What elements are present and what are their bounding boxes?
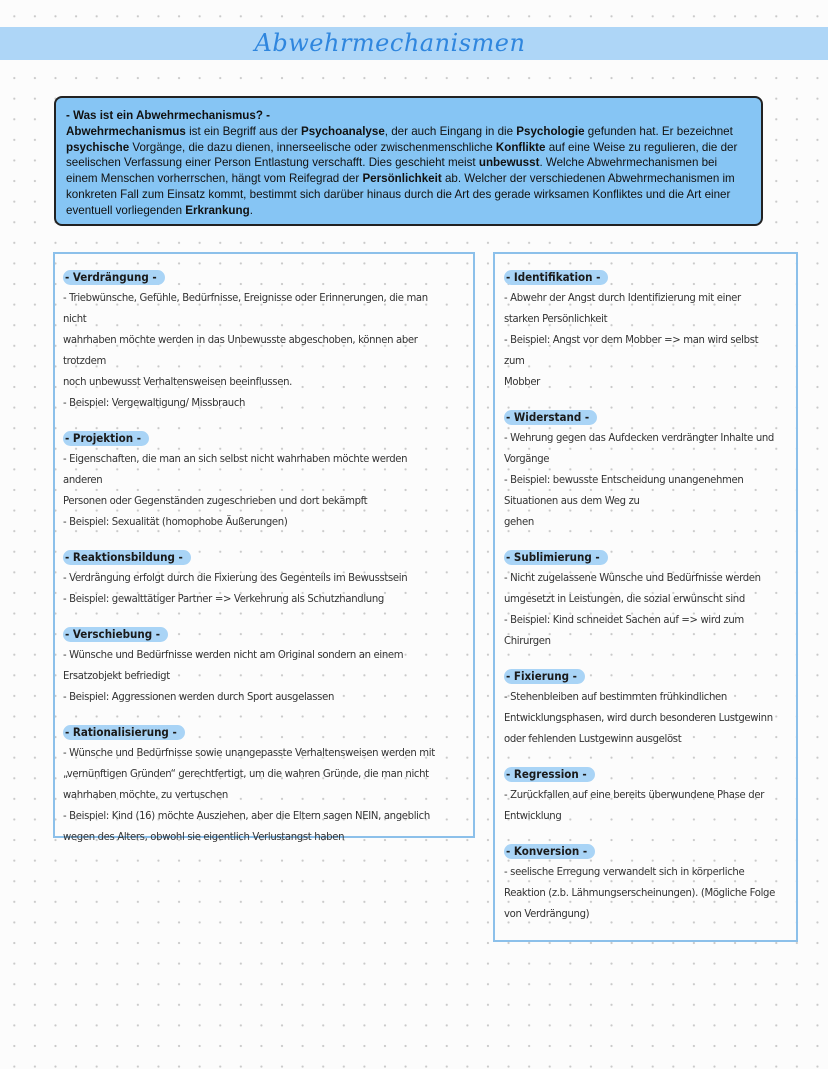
intro-text: ab. Welcher der verschiedenen Abwehrmechanismen im konkreten Fall zum Einsatz kommt, bestimmt sich darüber hinaus durch die Art des gerade wirksamen Konfliktes und die Art einer eventuell vorliegenden <box>66 172 735 217</box>
section-line: Chirurgen <box>504 635 551 647</box>
section-line: gehen <box>504 516 534 528</box>
section-line: noch unbewusst Verhaltensweisen beeinflussen. <box>63 376 293 388</box>
intro-text: , der auch Eingang in die <box>384 124 517 138</box>
section-line: Vorgänge <box>504 453 550 465</box>
section-line: - Wünsche und Bedürfnisse werden nicht am Original sondern an einem <box>63 649 404 661</box>
intro-keyword: Persönlichkeit <box>362 172 442 186</box>
section-heading: - Sublimierung - <box>504 550 608 565</box>
section <box>504 842 790 925</box>
section <box>504 408 790 533</box>
section <box>63 548 465 610</box>
section-line: Personen oder Gegenständen zugeschrieben und dort bekämpft <box>63 495 368 507</box>
intro-text: . Welche Abwehrmechanismen bei einem Menschen vorherrschen, hängt vom Reifegrad der <box>66 156 718 186</box>
section-line: - Beispiel: Angst vor dem Mobber => man wird selbst zum <box>504 334 759 367</box>
section-heading: - Reaktionsbildung - <box>63 550 191 565</box>
section-heading: - Fixierung - <box>504 669 585 684</box>
section-line: Mobber <box>504 376 540 388</box>
section-line: - Beispiel: Kind schneidet Sachen auf => wird zum <box>504 614 744 626</box>
section-line: wahrhaben möchte, zu vertuschen <box>63 789 228 801</box>
section-line: Ersatzobjekt befriedigt <box>63 670 170 682</box>
section-line: - Beispiel: bewusste Entscheidung unangenehmen <box>504 474 744 486</box>
section <box>63 429 465 533</box>
intro-keyword: Abwehrmechanismus <box>66 124 186 138</box>
section <box>504 548 790 652</box>
section-line: - Stehenbleiben auf bestimmten frühkindlichen <box>504 691 727 703</box>
section-heading: - Verschiebung - <box>63 627 168 642</box>
section-line: - Beispiel: Aggressionen werden durch Sport ausgelassen <box>63 691 335 703</box>
intro-keyword: Psychologie <box>516 124 585 138</box>
section-line: - Nicht zugelassene Wünsche und Bedürfnisse werden <box>504 572 761 584</box>
intro-text: gefunden hat. Er bezeichnet <box>584 124 733 138</box>
section <box>504 765 790 827</box>
section-line: - Zurückfallen auf eine bereits überwundene Phase der <box>504 789 765 801</box>
section-line: wegen des Alters, obwohl sie eigentlich Verlustangst haben <box>63 831 345 843</box>
section <box>504 667 790 750</box>
section-line: „vernünftigen Gründen“ gerechtfertigt, um die wahren Gründe, die man nicht <box>63 768 429 780</box>
section <box>63 625 465 708</box>
section-line: - Verdrängung erfolgt durch die Fixierung des Gegenteils im Bewusstsein <box>63 572 408 584</box>
intro-keyword: Erkrankung <box>185 203 250 217</box>
intro-heading: - Was ist ein Abwehrmechanismus? - <box>66 109 271 122</box>
section-heading: - Regression - <box>504 767 595 782</box>
section-heading: - Projektion - <box>63 431 149 446</box>
section-heading: - Identifikation - <box>504 270 608 285</box>
section-line: - Eigenschaften, die man an sich selbst nicht wahrhaben möchte werden anderen <box>63 453 408 486</box>
section-line: - Beispiel: Sexualität (homophobe Äußerungen) <box>63 516 288 528</box>
section-line: Situationen aus dem Weg zu <box>504 495 640 507</box>
intro-text: Vorgänge, die dazu dienen, innerseelische oder zwischenmenschliche <box>129 140 496 154</box>
intro-text: auf eine Weise zu regulieren, die der seelischen Verfassung einer Person Entlastung verschafft. Dies geschieht meist <box>66 140 738 170</box>
section-line: - Abwehr der Angst durch Identifizierung mit einer <box>504 292 741 304</box>
section-line: oder fehlenden Lustgewinn ausgelöst <box>504 733 682 745</box>
section-line: wahrhaben möchte werden in das Unbewusste abgeschoben, können aber trotzdem <box>63 334 418 367</box>
section <box>63 268 465 414</box>
section-line: - Beispiel: gewalttätiger Partner => Verkehrung als Schutzhandlung <box>63 593 384 605</box>
intro-text: ist ein Begriff aus der <box>185 124 301 138</box>
section-line: Entwicklung <box>504 810 562 822</box>
intro-keyword: Konflikte <box>495 140 546 154</box>
section-heading: - Verdrängung - <box>63 270 165 285</box>
section <box>504 268 790 393</box>
section-line: von Verdrängung) <box>504 908 590 920</box>
section-line: starken Persönlichkeit <box>504 313 608 325</box>
section-line: - seelische Erregung verwandelt sich in körperliche <box>504 866 745 878</box>
intro-box <box>54 96 763 226</box>
section <box>63 723 465 848</box>
section-line: - Wünsche und Bedürfnisse sowie unangepasste Verhaltensweisen werden mit <box>63 747 435 759</box>
section-heading: - Widerstand - <box>504 410 597 425</box>
left-column <box>53 252 475 843</box>
section-line: - Triebwünsche, Gefühle, Bedürfnisse, Ereignisse oder Erinnerungen, die man nicht <box>63 292 428 325</box>
page-title: Abwehrmechanismen <box>254 29 526 57</box>
right-column <box>493 252 798 942</box>
intro-keyword: psychische <box>66 140 130 154</box>
intro-body <box>66 124 751 219</box>
section-line: - Beispiel: Kind (16) möchte Ausziehen, aber die Eltern sagen NEIN, angeblich <box>63 810 430 822</box>
intro-keyword: unbewusst <box>478 156 540 170</box>
section-heading: - Konversion - <box>504 844 595 859</box>
section-line: Reaktion (z.b. Lähmungserscheinungen). (Mögliche Folge <box>504 887 775 899</box>
intro-text: . <box>249 203 253 217</box>
section-heading: - Rationalisierung - <box>63 725 185 740</box>
intro-keyword: Psychoanalyse <box>300 124 385 138</box>
section-line: - Beispiel: Vergewaltigung/ Missbrauch <box>63 397 246 409</box>
section-line: Entwicklungsphasen, wird durch besonderen Lustgewinn <box>504 712 773 724</box>
section-line: - Wehrung gegen das Aufdecken verdrängter Inhalte und <box>504 432 774 444</box>
section-line: umgesetzt in Leistungen, die sozial erwünscht sind <box>504 593 745 605</box>
